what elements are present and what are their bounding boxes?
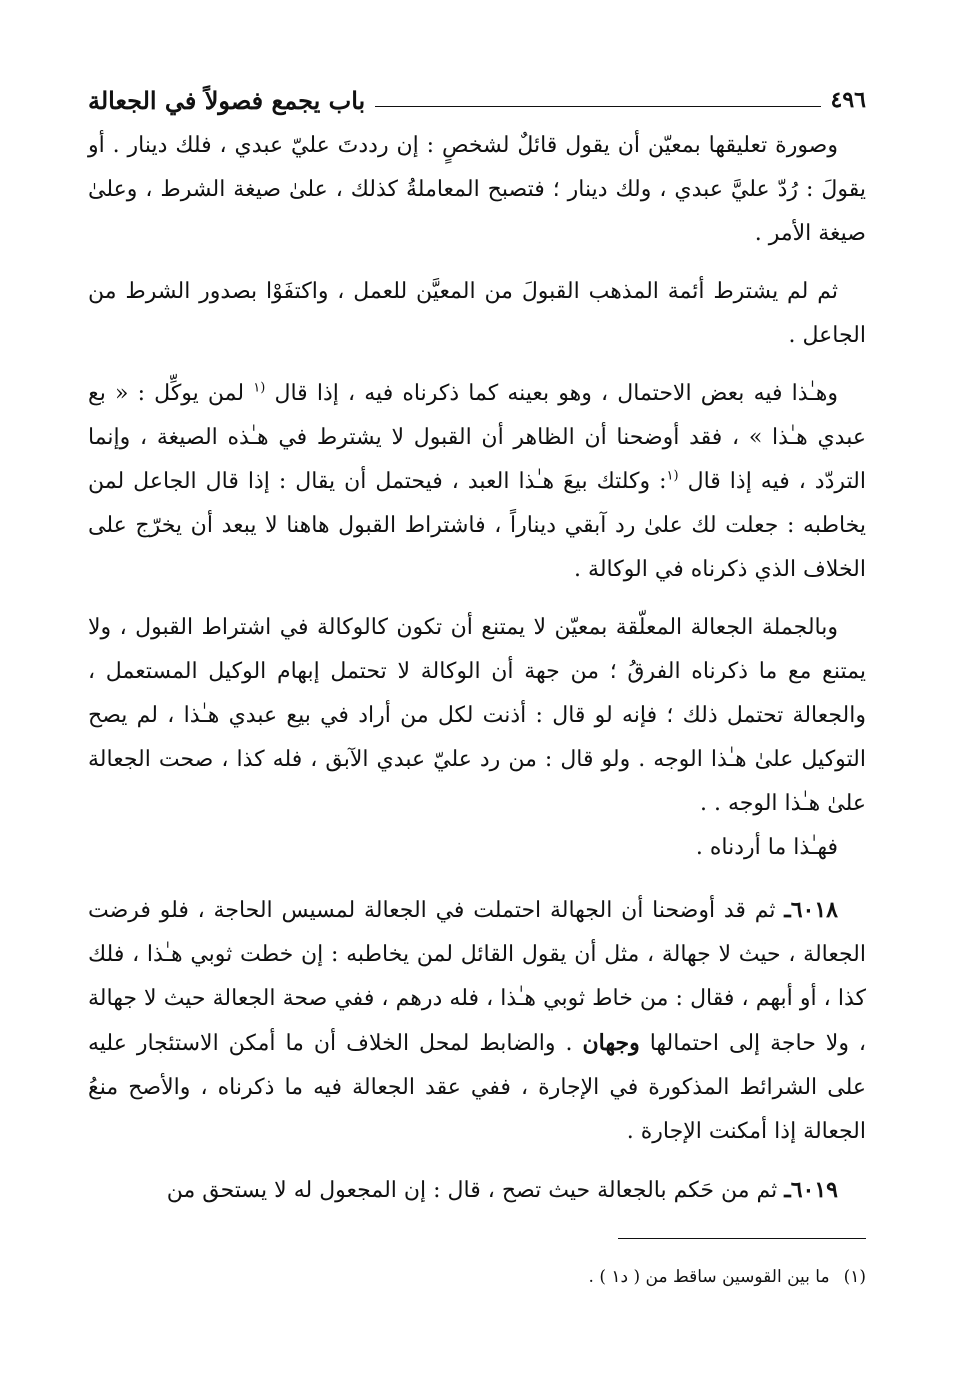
paragraph-6019 bbox=[88, 1168, 866, 1213]
header-rule bbox=[375, 106, 820, 107]
issue-number-6019: ٦٠١٩ـ bbox=[784, 1177, 838, 1203]
bold-word-wajhan: وجهان bbox=[582, 1030, 640, 1056]
paragraph-4: وبالجملة الجعالة المعلّقة بمعيّن لا يمتنع أن تكون كالوكالة في اشتراط القبول ، ولا يمتنع مع ما ذكرناه الفرقُ ؛ من جهة أن الوكالة لا تحتمل إبهام الوكيل المستعمل ، والجعالة تحتمل ذلك ؛ فإنه لو قال : أذنت لكل من أراد في بيع عبدي هـٰذا ، لم يصح التوكيل علىٰ هـٰذا الوجه . ولو قال : من رد عليّ عبدي الآبق ، فله كذا ، صحت الجعالة علىٰ هـٰذا الوجه . . bbox=[88, 615, 866, 816]
footnote-marker: (١) bbox=[843, 1267, 866, 1287]
paragraph-3 bbox=[88, 372, 866, 592]
paragraph-3-part-3: : وكلتك بيعَ هـٰذا العبد ، فيحتمل أن يقال : إذا قال الجاعل لمن يخاطبه : جعلت لك علىٰ رد آبقي ديناراً ، فاشتراط القبول هاهنا لا يبعد أن يخرّج على الخلاف الذي ذكرناه في الوكالة . bbox=[88, 469, 866, 582]
page-header bbox=[88, 78, 866, 122]
paragraph-3-part-2: لمن يوكِّل : « بع عبدي هـٰذا » ، فقد أوضحنا أن الظاهر أن القبول لا يشترط في هـٰذه الصيغة ، وإنما التردّد ، فيه إذا قال bbox=[88, 381, 866, 494]
paragraph-5: فهـٰذا ما أردناه . bbox=[695, 835, 838, 860]
paragraph-2: ثم لم يشترط أئمة المذهب القبولَ من المعيَّن للعمل ، واكتفَوْا بصدور الشرط من الجاعل . bbox=[88, 279, 866, 348]
paragraph-6018 bbox=[88, 888, 866, 1154]
footnote-ref-2: (١ bbox=[666, 468, 679, 484]
footnote-1 bbox=[88, 1263, 866, 1291]
paragraph-6018-part-2: . والضابط لمحل الخلاف أن ما أمكن الاستئجار عليه على الشرائط المذكورة في الإجارة ، ففي عقد الجعالة فيه ما ذكرناه ، والأصح منعُ الجعالة إذا أمكنت الإجارة . bbox=[88, 1031, 866, 1144]
main-text bbox=[88, 124, 866, 1213]
paragraph-1: وصورة تعليقها بمعيّن أن يقول قائلٌ لشخصٍ : إن رددتَ عليّ عبدي ، فلك دينار . أو يقولَ : رُدّ عليَّ عبدي ، ولك دينار ؛ فتصبح المعاملةُ كذلك ، علىٰ صيغة الشرط ، وعلىٰ صيغة الأمر . bbox=[88, 133, 866, 246]
footnotes bbox=[88, 1263, 866, 1291]
book-page bbox=[88, 78, 867, 1287]
paragraph-6019-part-1: ثم من حَكم بالجعالة حيث تصح ، قال : إن المجعول له لا يستحق من bbox=[166, 1178, 785, 1203]
paragraph-3-part-1: وهـٰذا فيه بعض الاحتمال ، وهو بعينه كما ذكرناه فيه ، إذا قال bbox=[265, 381, 838, 406]
paragraph-6018-part-1: ثم قد أوضحنا أن الجهالة احتملت في الجعالة لمسيس الحاجة ، فلو فرضت الجعالة ، حيث لا جهالة ، مثل أن يقول القائل لمن يخاطبه : إن خطت ثوبي هـٰذا ، فلك كذا ، أو أبهم ، فقال : من خاط ثوبي هـٰذا ، فله درهم ، ففي صحة الجعالة حيث لا جهالة ، ولا حاجة إلى احتمالها bbox=[88, 898, 867, 1056]
issue-number-6018: ٦٠١٨ـ bbox=[784, 897, 838, 923]
chapter-title: باب يجمع فصولاً في الجعالة bbox=[88, 85, 366, 115]
footnote-ref-1: (١ bbox=[253, 380, 266, 396]
page-number: ٤٩٦ bbox=[830, 87, 866, 113]
footnote-rule-line bbox=[618, 1238, 866, 1239]
footnote-text: ما بين القوسين ساقط من ( د١ ) . bbox=[588, 1267, 830, 1287]
